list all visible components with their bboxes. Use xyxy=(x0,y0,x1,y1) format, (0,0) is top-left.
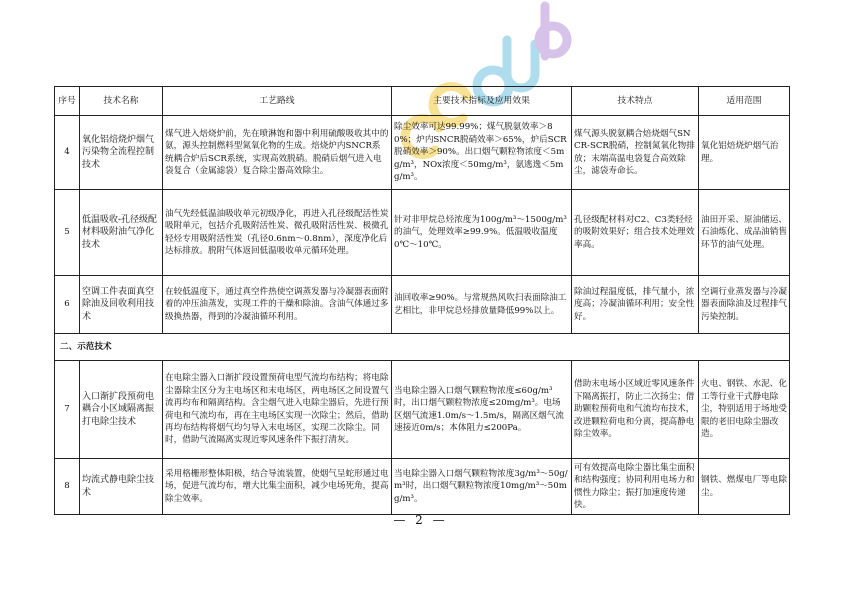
row-route: 采用格栅形整体阳极，结合导流装置，使烟气呈蛇形通过电场，促进气流均布，增大比集尘面积，减少电场死角，提高除尘效率。 xyxy=(163,459,392,515)
row-effect: 油回收率≥90%。与常规热风吹扫表面除油工艺相比，非甲烷总烃排放量降低99%以上。 xyxy=(392,276,572,334)
watermark-stroke xyxy=(539,26,567,54)
row-scope: 火电、钢铁、水泥、化工等行业干式静电除尘，特别适用于场地受限的老旧电除尘器改造。 xyxy=(699,361,790,459)
row-feature: 孔径级配材料对C2、C3类轻烃的吸附效果好；组合技术处理效率高。 xyxy=(572,190,699,276)
header-scope: 适用范围 xyxy=(699,87,790,116)
row-effect: 当电除尘器入口烟气颗粒物浓度≤60g/m³时，出口烟气颗粒物浓度≤20mg/m³。电场区烟气流速1.0m/s～1.5m/s，隔离区烟气流速接近0m/s；本体阻力≤200Pa。 xyxy=(392,361,572,459)
page-number: — 2 — xyxy=(393,513,448,527)
row-no: 5 xyxy=(55,190,80,276)
technology-table xyxy=(54,86,790,515)
row-name: 氧化铝焙烧炉烟气污染物全流程控制技术 xyxy=(80,116,163,190)
row-no: 4 xyxy=(55,116,80,190)
row-effect: 针对非甲烷总烃浓度为100g/m³～1500g/m³的油气，处理效率≥99.9%。低温吸收温度0℃～10℃。 xyxy=(392,190,572,276)
row-effect: 除尘效率可达99.99%；煤气脱氨效率＞80%；炉内SNCR脱硝效率＞65%，炉后SCR脱硝效率＞90%。出口烟气颗粒物浓度＜5mg/m³，NOx浓度＜50mg/m³，氨逃逸＜5mg/m³。 xyxy=(392,116,572,190)
row-feature: 借助末电场小区域近零风速条件下隔离振打，防止二次扬尘；借助颗粒预荷电和气流均布技术，改进颗粒荷电和分离，提高静电除尘效率。 xyxy=(572,361,699,459)
header-route: 工艺路线 xyxy=(163,87,392,116)
header-effect: 主要技术指标及应用效果 xyxy=(392,87,572,116)
watermark-stroke xyxy=(507,40,535,88)
row-route: 煤气进入焙烧炉前，先在喷淋饱和器中利用硫酸吸收其中的氨，源头控制燃料型氮氧化物的生成。焙烧炉内SNCR系统耦合炉后SCR系统，实现高效脱硝。脱硝后烟气进入电袋复合（金属滤袋）复合除尘器高效除尘。 xyxy=(163,116,392,190)
row-route: 在电除尘器入口渐扩段设置预荷电型气流均布结构；将电除尘器除尘区分为主电场区和末电场区，两电场区之间设置气流再均布和隔离结构。含尘烟气进入电除尘器后，先进行预荷电和气流均布，再在主电场区实现一次除尘；然后，借助再均布结构将烟气均匀导入末电场区，实现二次除尘。同时，借助气流隔离实现近零风速条件下振打清灰。 xyxy=(163,361,392,459)
row-effect: 当电除尘器入口烟气颗粒物浓度3g/m³～50g/m³时，出口烟气颗粒物浓度10mg/m³～50mg/m³。 xyxy=(392,459,572,515)
row-no: 6 xyxy=(55,276,80,334)
row-route: 油气先经低温油吸收单元初级净化，再进入孔径级配活性炭吸附单元，包括介孔吸附活性炭、微孔吸附活性炭、极微孔轻烃专用吸附活性炭（孔径0.6nm～0.8nm），深度净化后达标排放。脱附气体返回低温吸收单元循环处理。 xyxy=(163,190,392,276)
row-name: 入口渐扩段预荷电耦合小区域隔离振打电除尘技术 xyxy=(80,361,163,459)
row-name: 低温吸收-孔径级配材料吸附油气净化技术 xyxy=(80,190,163,276)
section-title: 二、示范技术 xyxy=(55,334,790,361)
section-row xyxy=(55,334,790,361)
table-row xyxy=(55,276,790,334)
row-feature: 除油过程温度低，排气量小，浓度高；冷凝油循环利用；安全性好。 xyxy=(572,276,699,334)
row-name: 均流式静电除尘技术 xyxy=(80,459,163,515)
table-row xyxy=(55,459,790,515)
table-row xyxy=(55,361,790,459)
row-scope: 油田开采、原油储运、石油炼化、成品油销售环节的油气处理。 xyxy=(699,190,790,276)
row-route: 在较低温度下，通过真空件热使空调蒸发器与冷凝器表面附着的冲压油蒸发，实现工件的干燥和除油。含油气体通过多级换热器，得到的冷凝油循环利用。 xyxy=(163,276,392,334)
row-no: 8 xyxy=(55,459,80,515)
row-feature: 煤气源头脱氨耦合焙烧烟气SNCR-SCR脱硝，控制氮氧化物排放；末端高温电袋复合高效除尘，滤袋寿命长。 xyxy=(572,116,699,190)
header-name: 技术名称 xyxy=(80,87,163,116)
row-scope: 氧化铝焙烧炉烟气治理。 xyxy=(699,116,790,190)
header-feature: 技术特点 xyxy=(572,87,699,116)
header-no: 序号 xyxy=(55,87,80,116)
row-no: 7 xyxy=(55,361,80,459)
table-header-row xyxy=(55,87,790,116)
row-scope: 钢铁、燃煤电厂等电除尘。 xyxy=(699,459,790,515)
table-row xyxy=(55,190,790,276)
row-feature: 可有效提高电除尘器比集尘面积和结构强度；协同利用电场力和惯性力除尘；振打加速度传递快。 xyxy=(572,459,699,515)
table-row xyxy=(55,116,790,190)
row-scope: 空调行业蒸发器与冷凝器表面除油及过程排气污染控制。 xyxy=(699,276,790,334)
row-name: 空调工件表面真空除油及回收利用技术 xyxy=(80,276,163,334)
